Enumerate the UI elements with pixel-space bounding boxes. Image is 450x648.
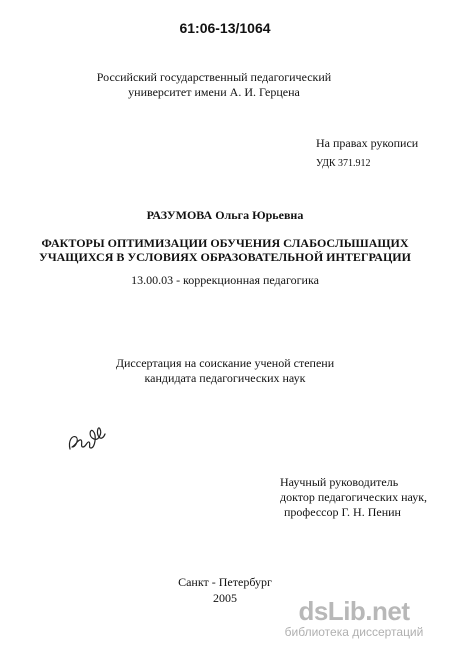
year: 2005 [213, 591, 237, 605]
watermark [268, 597, 440, 639]
document-code: 61:06-13/1064 [179, 20, 271, 36]
supervisor-line-1: Научный руководитель [280, 475, 399, 489]
university-line-1: Российский государственный педагогический [96, 70, 332, 84]
manuscript-rights: На правах рукописи [316, 136, 419, 150]
title-line-2: УЧАЩИХСЯ В УСЛОВИЯХ ОБРАЗОВАТЕЛЬНОЙ ИНТЕГРАЦИИ [39, 250, 411, 264]
dissertation-title [0, 236, 450, 264]
degree-line-2: кандидата педагогических наук [144, 371, 306, 385]
city: Санкт - Петербург [178, 575, 272, 589]
specialty: 13.00.03 - коррекционная педагогика [131, 273, 319, 287]
watermark-subtitle: библиотека диссертаций [284, 625, 424, 639]
title-line-1: ФАКТОРЫ ОПТИМИЗАЦИИ ОБУЧЕНИЯ СЛАБОСЛЫШАЩИХ [41, 236, 409, 250]
degree-line-1: Диссертация на соискание ученой степени [115, 356, 335, 370]
university-line-2: университет имени А. И. Герцена [128, 85, 300, 99]
degree-statement [0, 356, 450, 386]
watermark-logo: dsLib.net [298, 596, 410, 626]
supervisor-line-2: доктор педагогических наук, [280, 490, 428, 504]
university-name [94, 70, 334, 100]
udk-code: УДК 371.912 [316, 158, 371, 169]
supervisor-line-3: профессор Г. Н. Пенин [284, 505, 401, 519]
signature-icon [66, 423, 108, 462]
supervisor-block [280, 475, 427, 520]
author-name: РАЗУМОВА Ольга Юрьевна [146, 208, 304, 222]
